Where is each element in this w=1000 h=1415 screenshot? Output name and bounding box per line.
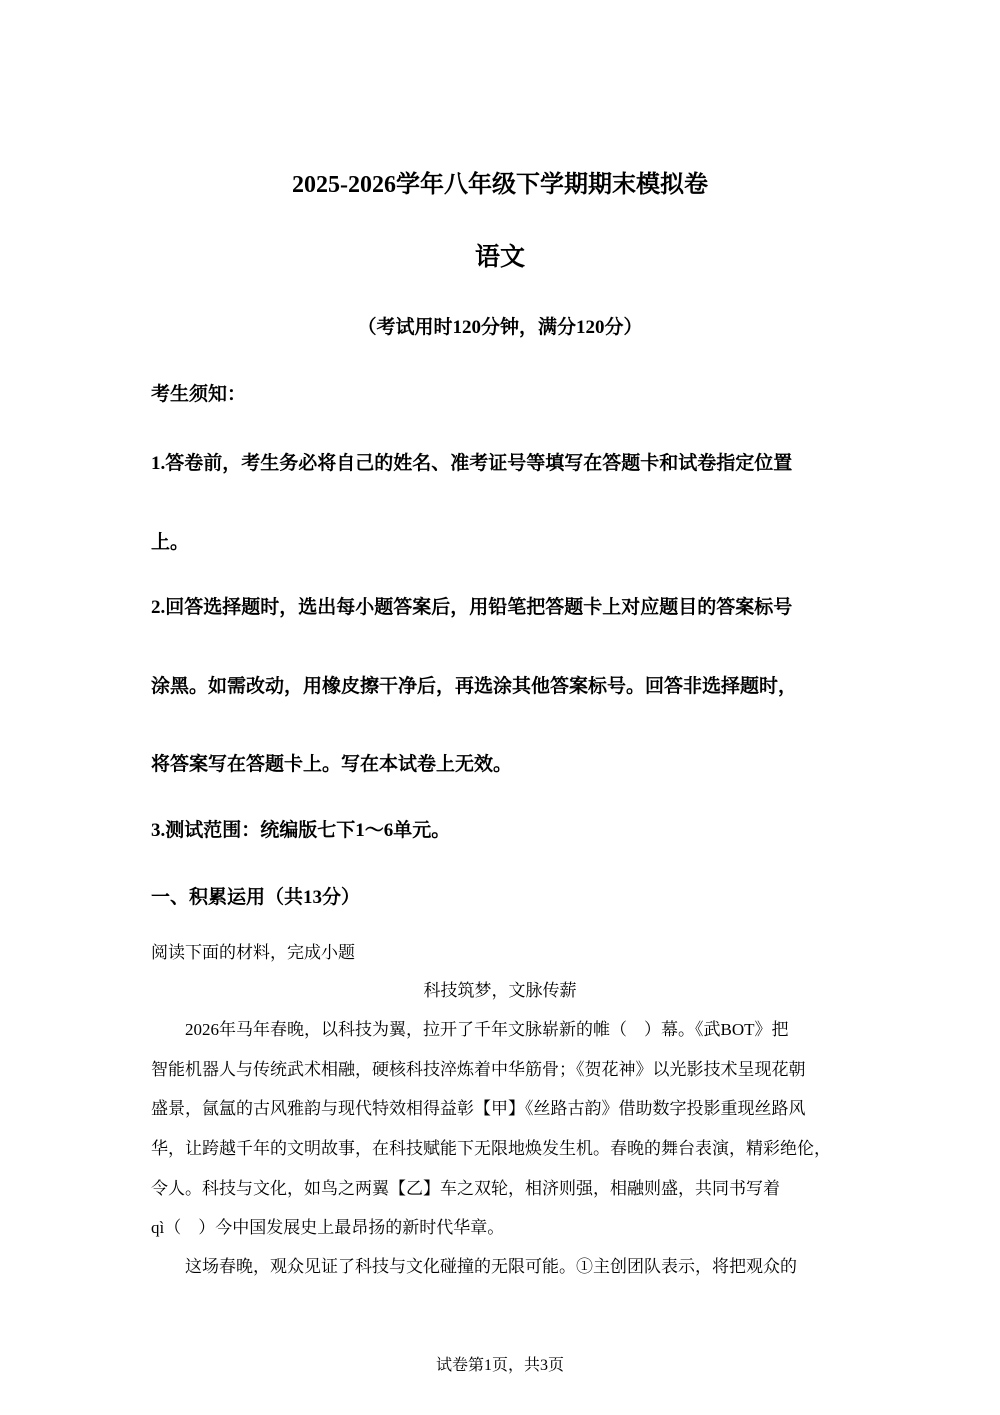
reading-instruction: 阅读下面的材料，完成小题: [151, 943, 355, 962]
subject-title: 语文: [474, 244, 525, 271]
page-footer: 试卷第1页，共3页: [435, 1357, 564, 1374]
passage-title: 科技筑梦，文脉传薪: [423, 981, 577, 1000]
notice-line: 涂黑。如需改动，用橡皮擦干净后，再选涂其他答案标号。回答非选择题时，: [151, 676, 798, 697]
notice-line: 上。: [151, 532, 190, 553]
passage-line: 这场春晚，观众见证了科技与文化碰撞的无限可能。①主创团队表示，将把观众的: [151, 1257, 797, 1276]
exam-title: 2025-2026学年八年级下学期期末模拟卷: [292, 172, 708, 198]
notice-line: 2.回答选择题时，选出每小题答案后，用铅笔把答题卡上对应题目的答案标号: [151, 597, 793, 618]
passage-line: qì（ ）今中国发展史上最昂扬的新时代华章。: [151, 1218, 505, 1237]
passage-line: 盛景，氤氲的古风雅韵与现代特效相得益彰【甲】《丝路古韵》借助数字投影重现丝路风: [151, 1099, 806, 1118]
passage-line: 智能机器人与传统武术相融，硬核科技淬炼着中华筋骨；《贺花神》以光影技术呈现花朝: [151, 1060, 806, 1079]
notice-heading: 考生须知：: [151, 384, 247, 405]
notice-line: 3.测试范围：统编版七下1～6单元。: [151, 820, 451, 841]
passage-line: 华，让跨越千年的文明故事，在科技赋能下无限地焕发生机。春晚的舞台表演，精彩绝伦，: [151, 1139, 831, 1158]
notice-line: 1.答卷前，考生务必将自己的姓名、准考证号等填写在答题卡和试卷指定位置: [151, 453, 793, 474]
section-heading: 一、积累运用（共13分）: [151, 887, 361, 908]
notice-line: 将答案写在答题卡上。写在本试卷上无效。: [151, 754, 513, 775]
exam-duration: （考试用时120分钟，满分120分）: [357, 317, 643, 338]
passage-line: 2026年马年春晚，以科技为翼，拉开了千年文脉崭新的帷（ ）幕。《武BOT》把: [151, 1020, 789, 1039]
passage-line: 令人。科技与文化，如鸟之两翼【乙】车之双轮，相济则强，相融则盛，共同书写着: [151, 1179, 780, 1198]
